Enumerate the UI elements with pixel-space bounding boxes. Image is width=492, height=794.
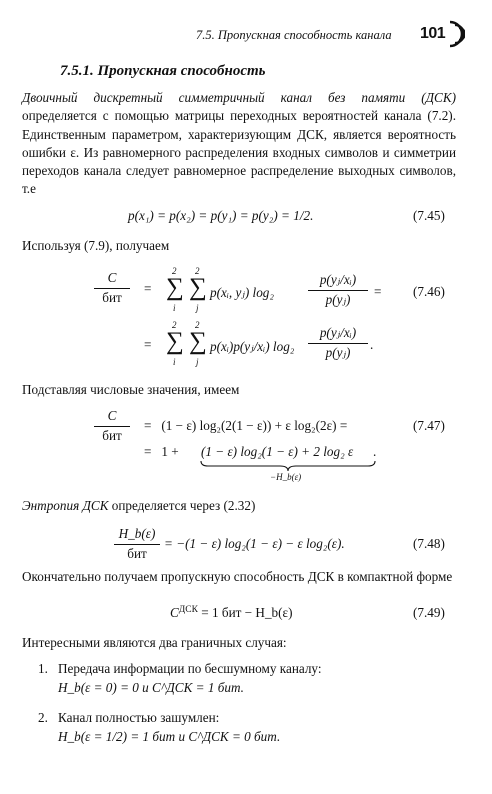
capacity-superscript: ДСК — [178, 605, 198, 615]
row2-fraction-bar — [308, 343, 368, 344]
lhs-numerator: C — [107, 408, 117, 423]
sigma-4: ∑ — [189, 328, 207, 355]
term-bsc: Двоичный дискретный симметричный канал без памяти (ДСК) — [22, 90, 456, 105]
page-number: 101 — [420, 25, 446, 42]
paragraph-text: определяется с помощью матрицы переходных вероятностей канала (7.2). Единственным параметром, характеризующим ДСК, является вероятность ошибки ε. Из равномерного распределения входных символов и симметрии переходов канала следует равномерное распределение выходных символов, т.е — [22, 108, 456, 197]
page-number-badge — [420, 20, 466, 48]
sum-upper-4: 2 — [195, 320, 200, 330]
row1-fraction-denominator: p(yⱼ) — [325, 292, 351, 307]
row1-fraction-bar — [308, 290, 368, 291]
equation-number-7-46: (7.46) — [413, 284, 445, 299]
list-item-formula: H_b(ε = 1/2) = 1 бит и C^ДСК = 0 бит. — [58, 729, 281, 744]
underbrace-label: −H_b(ε) — [270, 472, 302, 482]
list-marker: 1. — [38, 661, 48, 676]
lhs-denominator: бит — [127, 546, 147, 561]
sigma-3: ∑ — [166, 328, 184, 355]
list-item-title: Канал полностью зашумлен: — [58, 710, 220, 725]
paragraph-substituting: Подставляя числовые значения, имеем — [22, 382, 240, 397]
row2-term: p(xᵢ)p(yⱼ/xᵢ) log₂ — [210, 339, 295, 354]
equation-number-7-45: (7.45) — [413, 208, 445, 223]
row2-brace-content: (1 − ε) log₂(1 − ε) + 2 log₂ ε — [201, 444, 354, 459]
row2-fraction-denominator: p(yⱼ) — [325, 345, 351, 360]
lhs-numerator: H_b(ε) — [118, 526, 156, 541]
lhs-denominator: бит — [102, 428, 122, 443]
row2-fraction-numerator: p(yⱼ/xᵢ) — [319, 325, 357, 340]
lhs-denominator: бит — [102, 290, 122, 305]
list-item-formula: H_b(ε = 0) = 0 и C^ДСК = 1 бит. — [58, 680, 244, 695]
list-item-title: Передача информации по бесшумному каналу: — [58, 661, 322, 676]
sigma-2: ∑ — [189, 274, 207, 301]
row1-term: p(xᵢ, yⱼ) log₂ — [210, 285, 274, 300]
sum-lower-1: i — [173, 303, 176, 313]
equation-7-45: p(x₁) = p(x₂) = p(y₁) = p(y₂) = 1/2. — [128, 208, 314, 223]
row1-tail: = — [374, 284, 382, 299]
paragraph-two-cases: Интересными являются два граничных случая: — [22, 635, 287, 650]
underbrace — [200, 460, 376, 472]
equals-sign: = — [144, 281, 152, 296]
sum-lower-4: j — [196, 357, 199, 367]
paragraph-using: Используя (7.9), получаем — [22, 238, 170, 253]
paragraph-text: определяется через (2.32) — [108, 498, 256, 513]
capacity-symbol: C — [170, 605, 179, 620]
running-title: 7.5. Пропускная способность канала — [196, 28, 392, 42]
list-marker: 2. — [38, 710, 48, 725]
equation-7-49 — [170, 605, 292, 621]
lhs-fraction-bar — [94, 426, 130, 427]
paragraph-finally: Окончательно получаем пропускную способность ДСК в компактной форме — [22, 569, 453, 584]
equation-number-7-47: (7.47) — [413, 418, 445, 433]
row2-tail: . — [370, 337, 374, 352]
equals-sign-row2: = — [144, 337, 152, 352]
lhs-fraction-bar — [114, 544, 160, 545]
rhs: = −(1 − ε) log₂(1 − ε) − ε log₂(ε). — [164, 536, 345, 551]
sum-upper-2: 2 — [195, 266, 200, 276]
sum-upper-1: 2 — [172, 266, 177, 276]
paragraph-bsc-definition — [22, 89, 456, 199]
page-tab-arcs-icon — [447, 20, 465, 48]
equation-number-7-48: (7.48) — [413, 536, 445, 551]
row1: = (1 − ε) log₂(2(1 − ε)) + ε log₂(2ε) = — [144, 418, 348, 433]
sum-lower-2: j — [196, 303, 199, 313]
row2-suffix: . — [373, 444, 377, 459]
sum-lower-3: i — [173, 357, 176, 367]
row1-fraction-numerator: p(yⱼ/xᵢ) — [319, 272, 357, 287]
row2-prefix: = 1 + — [144, 444, 179, 459]
paragraph-entropy — [22, 497, 456, 515]
sum-upper-3: 2 — [172, 320, 177, 330]
equation-rhs: = 1 бит − H_b(ε) — [197, 605, 293, 620]
sigma-1: ∑ — [166, 274, 184, 301]
lhs-fraction-bar — [94, 288, 130, 289]
lhs-numerator: C — [107, 270, 117, 285]
section-heading: 7.5.1. Пропускная способность — [60, 63, 266, 79]
equation-number-7-49: (7.49) — [413, 605, 445, 620]
term-entropy: Энтропия ДСК — [22, 498, 109, 513]
